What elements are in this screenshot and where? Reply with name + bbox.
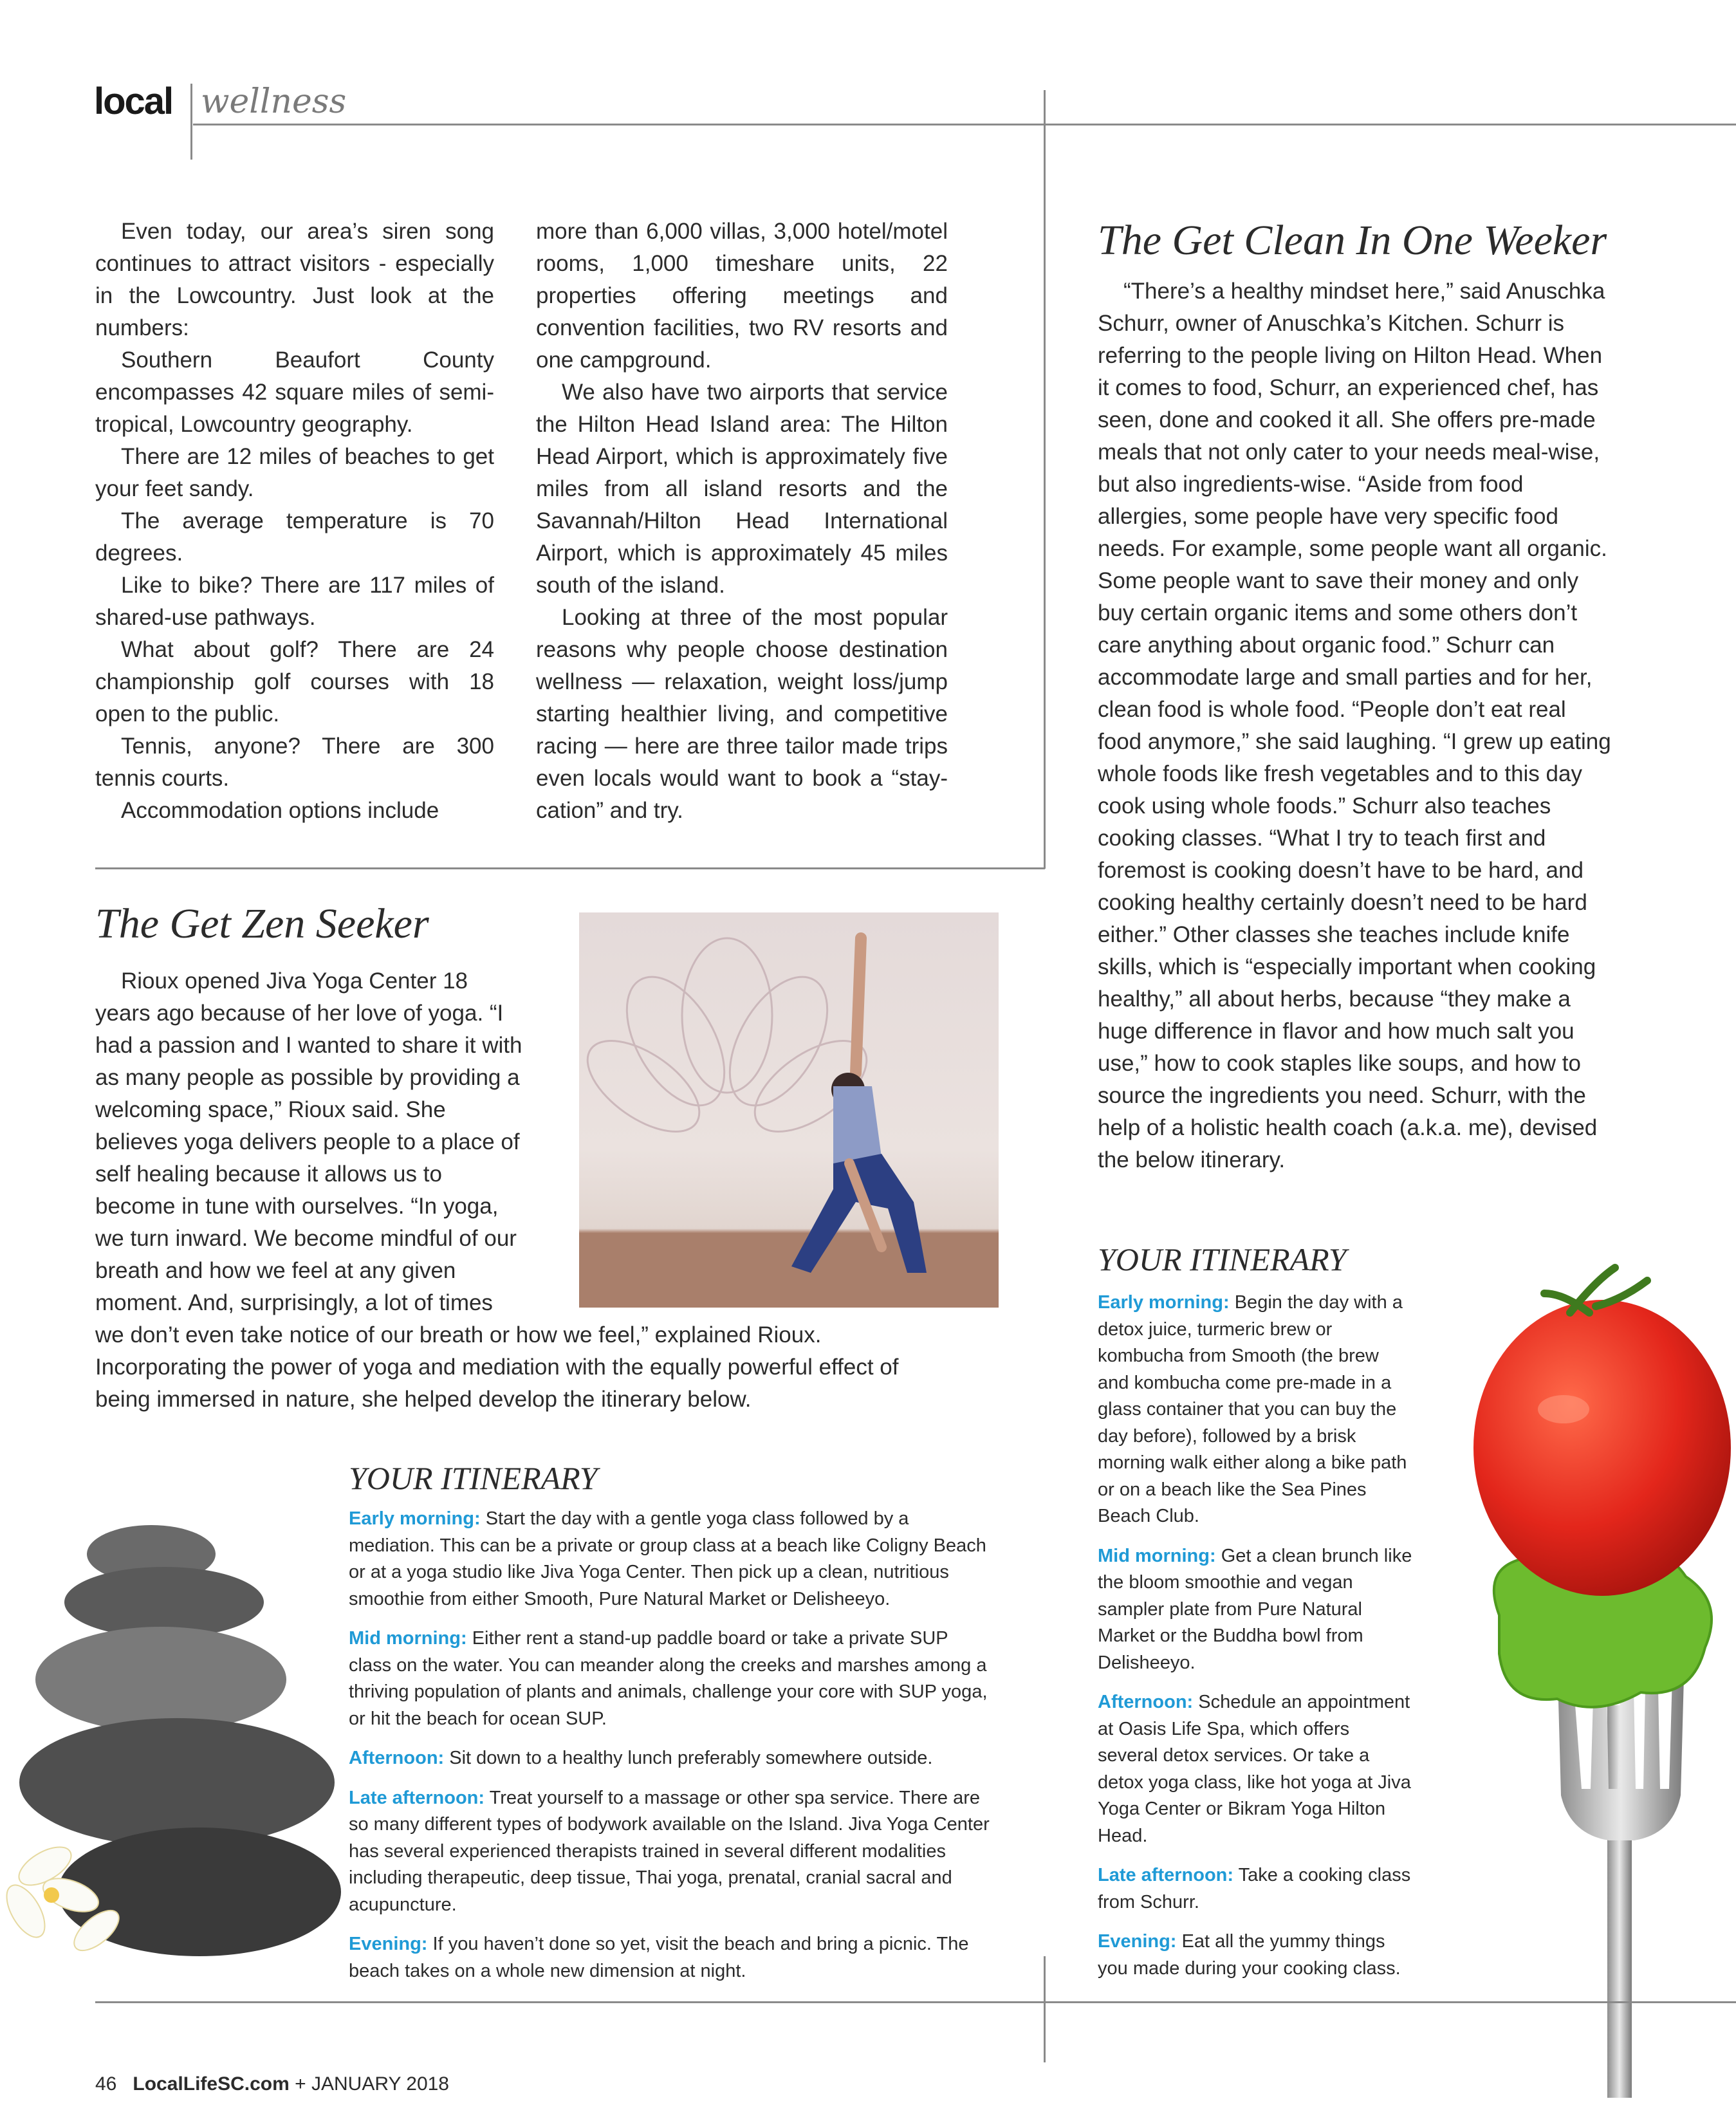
clean-section-title: The Get Clean In One Weeker xyxy=(1098,217,1607,264)
itinerary-label: Late afternoon: xyxy=(1098,1865,1234,1885)
stacked-stones-illustration xyxy=(0,1519,347,1969)
itinerary-item xyxy=(349,1785,992,1919)
intro-paragraph: more than 6,000 villas, 3,000 hotel/motel rooms, 1,000 timeshare units, 22 properties offering meetings and convention facilities, two RV resorts and one campground. xyxy=(536,219,948,373)
itinerary-text: Begin the day with a detox juice, turmeric brew or kombucha from Smooth (the brew and kombucha come pre-made in a glass container that you can buy the day before), followed by a brisk morning walk either along a bike path or on a beach like the Sea Pines Beach Club. xyxy=(1098,1292,1407,1526)
zen-body-top xyxy=(95,965,526,1319)
intro-paragraph: What about golf? There are 24 championship golf courses with 18 open to the public. xyxy=(95,637,494,727)
intro-paragraph: Looking at three of the most popular reasons why people choose destination wellness — relaxation, weight loss/jump starting healthier living, and competitive racing — here are three tailor made trips even locals would want to book a “stay-cation” and try. xyxy=(536,605,948,823)
itinerary-item xyxy=(1098,1689,1413,1849)
itinerary-label: Afternoon: xyxy=(349,1748,445,1768)
itinerary-text: Treat yourself to a massage or other spa service. There are so many different types of bodywork available on the Island. Jiva Yoga Center has several experienced therapists trained in several different modalities including therapeutic, deep tissue, Thai yoga, prenatal, cranial sacral and acupuncture. xyxy=(349,1787,990,1915)
itinerary-label: Evening: xyxy=(1098,1931,1177,1952)
itinerary-label: Late afternoon: xyxy=(349,1787,485,1808)
stones-photo xyxy=(0,1519,347,1969)
brand-logo: local xyxy=(94,80,173,122)
column-divider-top xyxy=(1044,90,1046,869)
itinerary-text: Eat all the yummy things you made during your cooking class. xyxy=(1098,1931,1401,1979)
itinerary-text: If you haven’t done so yet, visit the beach and bring a picnic. The beach takes on a whole new dimension at night. xyxy=(349,1934,969,1981)
issue-date: + JANUARY 2018 xyxy=(295,2073,449,2095)
column-divider-bottom xyxy=(1044,1956,1046,2062)
intro-column-1 xyxy=(95,216,494,827)
intro-paragraph: There are 12 miles of beaches to get your feet sandy. xyxy=(95,444,494,501)
yoga-illustration xyxy=(579,912,999,1308)
header-rule xyxy=(193,124,1736,125)
itinerary-item xyxy=(1098,1290,1413,1530)
itinerary-label: Mid morning: xyxy=(349,1628,467,1649)
itinerary-text: Sit down to a healthy lunch preferably somewhere outside. xyxy=(449,1748,933,1768)
intro-paragraph: Accommodation options include xyxy=(121,798,439,823)
itinerary-text: Either rent a stand-up paddle board or take a private SUP class on the water. You can meander along the creeks and marshes among a thriving population of plants and animals, challenge your core with SUP yoga, or hit the beach for ocean SUP. xyxy=(349,1628,988,1729)
intro-paragraph: Tennis, anyone? There are 300 tennis courts. xyxy=(95,734,494,791)
zen-paragraph: Rioux opened Jiva Yoga Center 18 years ago because of her love of yoga. “I had a passion and I wanted to share it with as many people as possible by providing a welcoming space,” Rioux said. She believes yoga delivers people to a place of self healing because it allows us to become in tune with ourselves. “In yoga, we turn inward. We become mindful of our breath and how we feel at any given moment. And, surprisingly, a lot of times xyxy=(95,968,522,1315)
itinerary-item xyxy=(349,1506,992,1613)
footer xyxy=(95,2073,449,2095)
zen-itinerary xyxy=(349,1506,992,1997)
footer-rule xyxy=(95,2001,1736,2003)
intro-paragraph: Like to bike? There are 117 miles of shared-use pathways. xyxy=(95,573,494,630)
clean-paragraph: “There’s a healthy mindset here,” said Anuschka Schurr, owner of Anuschka’s Kitchen. Schurr is referring to the people living on Hilton Head. When it comes to food, Schurr, an experienced chef, has seen, done and cooked it all. She offers pre-made meals that not only cater to your needs meal-wise, but also ingredients-wise. “Aside from food allergies, some people have very specific food needs. For example, some people want all organic. Some people want to save their money and only buy certain organic items and some others don’t care anything about organic food.” Schurr can accommodate large and small parties and for her, clean food is whole food. “People don’t eat real food anymore,” she said laughing. “I grew up eating whole foods like fresh vegetables and to this day cook using whole foods.” Schurr also teaches cooking classes. “What I try to teach first and foremost is cooking doesn’t have to be hard, and cooking healthy certainly doesn’t need to be hard either.” Other classes she teaches include knife skills, which is “especially important when cooking healthy,” all about herbs, because “they make a huge difference in flavor and how much salt you use,” how to cook staples like soups, and how to source the ingredients you need. Schurr, with the help of a holistic health coach (a.k.a. me), devised the below itinerary. xyxy=(1098,279,1611,1172)
itinerary-item xyxy=(1098,1862,1413,1916)
zen-itinerary-title: YOUR ITINERARY xyxy=(349,1460,598,1496)
itinerary-label: Early morning: xyxy=(349,1508,481,1529)
clean-itinerary-title: YOUR ITINERARY xyxy=(1098,1241,1347,1277)
site-link[interactable]: LocalLifeSC.com xyxy=(133,2073,290,2095)
itinerary-label: Afternoon: xyxy=(1098,1692,1194,1712)
intro-paragraph: Even today, our area’s siren song continues to attract visitors - especially in the Lowcountry. Just look at the numbers: xyxy=(95,219,494,340)
intro-column-2 xyxy=(536,216,948,827)
zen-section-title: The Get Zen Seeker xyxy=(95,900,429,947)
itinerary-text: Take a cooking class from Schurr. xyxy=(1098,1865,1411,1912)
yoga-photo xyxy=(579,912,999,1308)
itinerary-item xyxy=(349,1931,992,1985)
intro-paragraph: The average temperature is 70 degrees. xyxy=(95,508,494,566)
clean-itinerary xyxy=(1098,1290,1413,1995)
itinerary-item xyxy=(349,1745,992,1772)
itinerary-text: Get a clean brunch like the bloom smoothie and vegan sampler plate from Pure Natural Market or the Buddha bowl from Delisheeyo. xyxy=(1098,1545,1412,1673)
intro-paragraph: Southern Beaufort County encompasses 42 square miles of semi-tropical, Lowcountry geography. xyxy=(95,347,494,437)
clean-body xyxy=(1098,275,1616,1176)
itinerary-label: Evening: xyxy=(349,1934,428,1954)
itinerary-label: Mid morning: xyxy=(1098,1545,1216,1566)
tomato-on-fork-illustration xyxy=(1403,1255,1736,2098)
itinerary-text: Schedule an appointment at Oasis Life Spa, which offers several detox services. Or take a detox yoga class, like hot yoga at Jiva Yoga Center or Bikram Yoga Hilton Head. xyxy=(1098,1692,1411,1846)
itinerary-item xyxy=(349,1625,992,1732)
zen-paragraph: we don’t even take notice of our breath or how we feel,” explained Rioux. Incorporating the power of yoga and mediation with the equally powerful effect of being immersed in nature, she helped develop the itinerary below. xyxy=(95,1322,899,1412)
zen-body-bottom xyxy=(95,1319,951,1416)
intro-paragraph: We also have two airports that service the Hilton Head Island area: The Hilton Head Airport, which is approximately five miles from all island resorts and the Savannah/Hilton Head International Airport, which is approximately 45 miles south of the island. xyxy=(536,380,948,598)
section-label: wellness xyxy=(201,82,347,121)
section-rule xyxy=(95,867,1045,869)
tomato-fork-photo xyxy=(1403,1255,1736,2098)
masthead xyxy=(94,80,172,131)
masthead-divider xyxy=(190,84,192,160)
itinerary-label: Early morning: xyxy=(1098,1292,1230,1313)
page-number: 46 xyxy=(95,2073,117,2095)
itinerary-text: Start the day with a gentle yoga class followed by a mediation. This can be a private or group class at a beach like Coligny Beach or at a yoga studio like Jiva Yoga Center. Then pick up a clean, nutritious smoothie from either Smooth, Pure Natural Market or Delisheeyo. xyxy=(349,1508,986,1609)
itinerary-item xyxy=(1098,1929,1413,1982)
itinerary-item xyxy=(1098,1543,1413,1677)
